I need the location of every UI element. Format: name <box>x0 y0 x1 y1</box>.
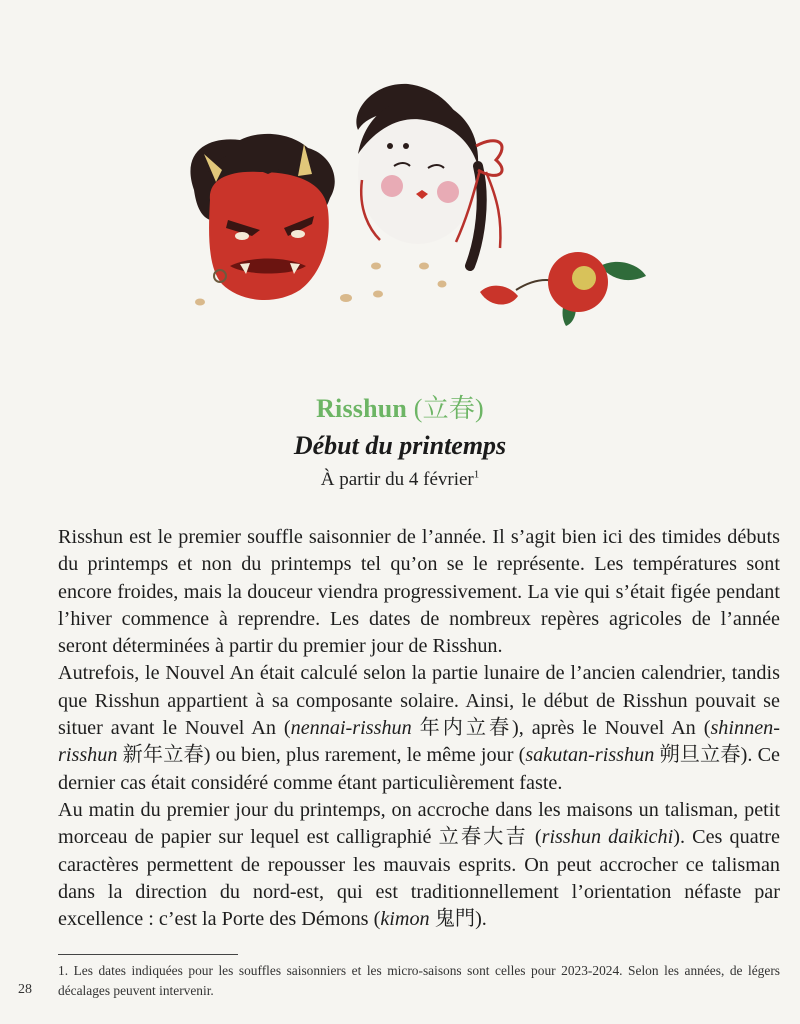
paragraph-2 <box>58 660 780 796</box>
section-heading <box>0 388 800 491</box>
page-subtitle: Début du printemps <box>293 431 507 460</box>
page-number: 28 <box>18 982 32 997</box>
okame-mask-icon <box>356 84 502 266</box>
term-sakutan-risshun: sakutan-risshun <box>525 744 655 767</box>
paragraph-2-text: 新年立春) ou bien, plus rarement, le même jour ( <box>117 744 526 767</box>
footnote-marker: 1 <box>473 468 480 481</box>
paragraph-2-text: Autrefois, le Nouvel An était calculé selon la partie lunaire de l’ancien calendrier, tandis que Risshun appartient à sa composante solaire. Ainsi, le début de Risshun pouvait se situer avant le Nouvel An ( <box>58 662 780 740</box>
camellia-flower-icon <box>480 252 646 326</box>
paragraph-2-text: 朔旦立春). Ce dernier cas était considéré comme étant particulièrement faste. <box>58 744 780 794</box>
paragraph-3-text: 鬼門). <box>429 908 487 931</box>
paragraph-3-text: ). Ces quatre caractères permettent de repousser les mauvais esprits. On peut accrocher ce talisman dans la direction du nord-est, qui est traditionnellement l’orientation néfaste par excellence : c’est la Porte des Démons ( <box>58 826 780 931</box>
term-kimon: kimon <box>380 908 430 931</box>
setsubun-illustration <box>180 70 660 340</box>
date-line <box>0 469 800 491</box>
paragraph-1: Risshun est le premier souffle saisonnier de l’année. Il s’agit bien ici des timides débuts du printemps et non du printemps tel qu’on se le représente. Les températures sont encore froides, mais la douceur viendra progressivement. La vie qui s’était figée pendant l’hiver commence à reprendre. Les dates de nombreux repères agricoles de l’année seront déterminées à partir du premier jour de Risshun. <box>58 526 780 658</box>
paragraph-3 <box>58 797 780 933</box>
title-romaji: Risshun <box>316 394 408 423</box>
oni-mask-icon <box>190 134 334 300</box>
date-text: À partir du 4 février <box>320 469 474 490</box>
paragraph-2-text: 年内立春), après le Nouvel An ( <box>411 717 711 740</box>
paragraph-3-text: Au matin du premier jour du printemps, on accroche dans les maisons un talisman, petit morceau de papier sur lequel est calligraphié 立春大吉 ( <box>58 798 780 849</box>
footnote-divider <box>58 954 238 955</box>
term-shinnen-risshun: shinnen-risshun <box>58 717 780 767</box>
title-kanji: (立春) <box>413 394 484 423</box>
term-nennai-risshun: nennai-risshun <box>290 717 412 740</box>
page-title <box>0 388 800 425</box>
term-risshun-daikichi: risshun daikichi <box>541 826 674 849</box>
footnote: 1. Les dates indiquées pour les souffles saisonniers et les micro-saisons sont celles pour 2023-2024. Selon les années, de légers décalages peuvent intervenir. <box>58 963 780 998</box>
body-text <box>58 524 780 933</box>
